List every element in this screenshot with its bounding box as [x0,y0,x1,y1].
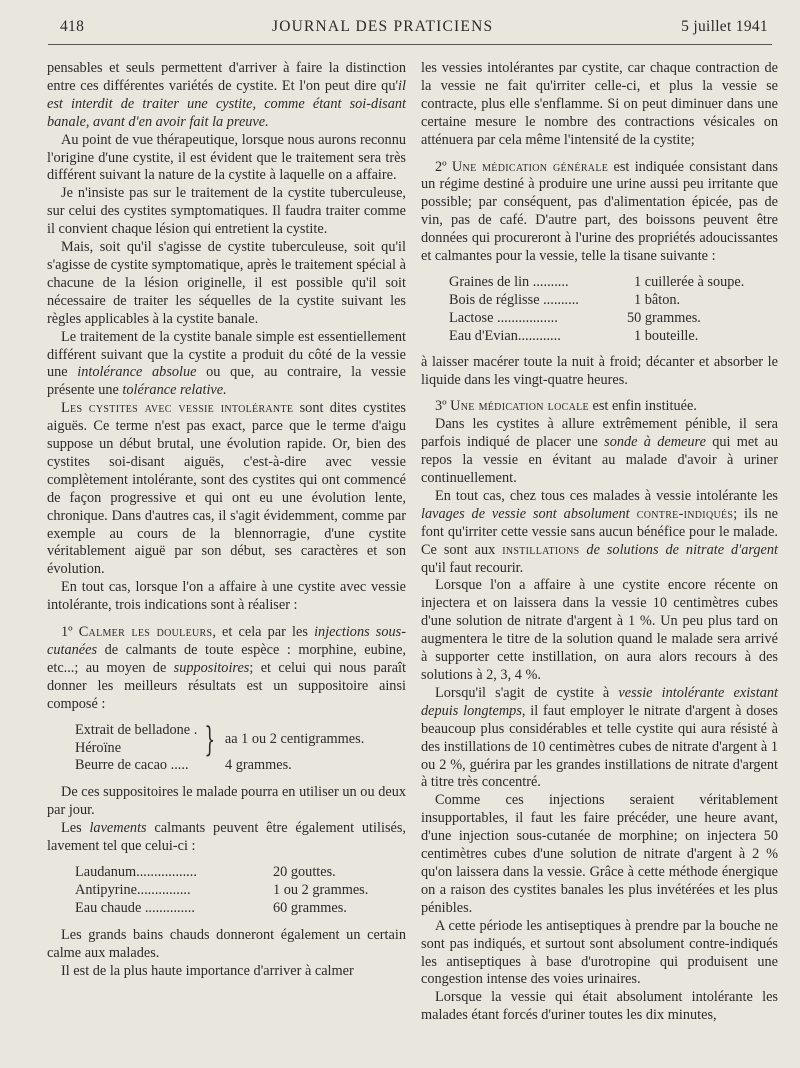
paragraph: Je n'insiste pas sur le traitement de la cystite tuberculeuse, sur celui des cystites symptomatiques. Il faudra traiter comme il convient chaque lésion qui entretient la cystite. [47,185,406,238]
running-header [60,18,768,44]
section-heading: Les cystites avec vessie intolérante [61,400,294,417]
formula-ingredient: Lactose ................. [449,309,558,326]
formula-ingredient: Eau chaude .............. [75,899,195,916]
formula-amount: 1 bouteille. [634,327,699,344]
formula-ingredient: Laudanum................. [75,863,197,880]
page-number: 418 [60,18,85,35]
paragraph: Au point de vue thérapeutique, lorsque nous aurons reconnu l'origine d'une cystite, il est évident que le traitement sera très différent suivant la nature de la cystite à laquelle on a affaire. [47,131,406,184]
enema-formula [47,864,406,918]
formula-amount: 1 cuillerée à soupe. [634,273,745,290]
suppository-formula [47,719,406,776]
section-heading: Une médication générale [451,158,609,175]
formula-ingredient: Eau d'Evian............ [449,327,561,344]
paragraph: En tout cas, chez tous ces malades à vessie intolérante les lavages de vessie sont absolument contre-indiqués; ils ne font qu'irriter cette vessie sans aucun bénéfice pour le malade. Ce sont aux instillations de solutions de nitrate d'argent qu'il faut recourir. [421,487,779,576]
tisane-formula [421,274,778,346]
paragraph: Lorsqu'il s'agit de cystite à vessie intolérante existant depuis longtemps, il faut employer le nitrate d'argent à doses beaucoup plus considérables et telle cystite qui aura résisté à des instillations de 10 centimètres cubes de nitrate d'argent à 1 ou 2 %, guérira par les grandes instillations de nitrate d'argent à titre très concentré. [421,684,778,791]
paragraph: Les grands bains chauds donneront également un certain calme aux malades. [47,926,406,961]
formula-ingredient: Beurre de cacao ..... [75,757,189,774]
paragraph: 2º Une médication générale est indiquée consistant dans un régime destiné à produire une urine aussi peu irritante que possible; par conséquent, pas d'alimentation épicée, pas de vin, pas de café. D'autre part, des boissons peuvent être données qui procureront à l'urine des propriétés adoucissantes et calmantes pour la vessie, telle la tisane suivante : [421,158,778,265]
paragraph: Dans les cystites à allure extrêmement pénible, il sera parfois indiqué de placer une sonde à demeure qui met au repos la vessie en évitant au malade d'avoir à uriner continuellement. [421,416,779,487]
paragraph: Lorsque la vessie qui était absolument intolérante les malades étant forcés d'uriner toutes les dix minutes, [421,989,778,1024]
formula-amount: 20 gouttes. [273,863,336,880]
paragraph: Il est de la plus haute importance d'arriver à calmer [61,962,354,979]
formula-ingredient: Graines de lin .......... [449,273,569,290]
paragraph: Les lavements calmants peuvent être également utilisés, lavement tel que celui-ci : [47,820,406,855]
formula-amount: 50 grammes. [627,309,701,326]
section-heading: Une médication locale [450,398,589,415]
paragraph: Le traitement de la cystite banale simple est essentiellement différent suivant que la cystite a produit du côté de la vessie une intolérance absolue ou que, au contraire, la vessie présente une tolérance relative. [47,328,406,399]
section-heading: Calmer les douleurs [78,624,213,641]
journal-title: JOURNAL DES PRATICIENS [271,18,494,35]
formula-ingredient: Extrait de belladone . [75,721,198,738]
paragraph: Lorsque l'on a affaire à une cystite encore récente on injectera et on laissera dans la vessie 10 centimètres cubes d'une solution de nitrate d'argent à 1 %. Un peu plus tard on augmentera le titre de la solution quand le malade sera arrivé à supporter cette instillation, on aura alors recours à des solutions à 2, 3, 4 %. [421,577,778,683]
formula-amount: 4 grammes. [225,757,292,774]
issue-date: 5 juillet 1941 [681,18,768,35]
paragraph: Les cystites avec vessie intolérante sont dites cystites aiguës. Ce terme n'est pas exact, parce que le terme d'aigu suppose un début brutal, une évolution rapide. Or, bien des cystites soi-disant aiguës, c'est-à-dire avec vessie complètement intolérante, sont des cystites qui ont commencé de façon progressive et qui ont eu une évolution lente, chronique. Dans d'autres cas, il s'agit évidemment, comme par exemple au cours de la blennorragie, d'une cystite véritablement aiguë par son début, ses caractères et son évolution. [47,400,406,578]
formula-ingredient: Héroïne [75,739,122,756]
paragraph: les vessies intolérantes par cystite, car chaque contraction de la vessie ne fait qu'irriter celle-ci, et plus la vessie se contracte, plus elle s'enflamme. Si on peut diminuer dans une certaine mesure le nombre des contractions vésicales on atténuera par cela même l'intensité de la cystite; [421,60,778,148]
paragraph: Comme ces injections seraient véritablement insupportables, il faut les faire précéder, une heure avant, d'une injection sous-cutanée de morphine; on injectera 50 centimètres cubes d'une solution de nitrate d'argent à 2 % qu'on laissera dans la vessie. Grâce à cette méthode énergique on a raison des cystites banales les plus invétérées et les plus pénibles. [421,792,778,916]
formula-ingredient: Antipyrine............... [75,881,191,898]
paragraph: Mais, soit qu'il s'agisse de cystite tuberculeuse, soit qu'il s'agisse de cystite symptomatique, après le traitement spécial à chacune de la lésion originelle, il est possible qu'il soit nécessaire de traiter les séquelles de la cystite suivant les règles applicables à la cystite banale. [47,239,406,327]
brace-symbol: } [204,719,216,760]
paragraph: pensables et seuls permettent d'arriver à faire la distinction entre ces différentes variétés de cystite. Et l'on peut dire qu'il est interdit de traiter une cystite, comme étant soi-disant banale, avant d'en avoir fait la preuve. [47,60,406,130]
paragraph: à laisser macérer toute la nuit à froid; décanter et absorber le liquide dans les vingt-quatre heures. [421,353,778,388]
left-column [47,60,406,980]
paragraph: 1º Calmer les douleurs, et cela par les injections sous-cutanées de calmants de toute espèce : morphine, eubine, etc...; au moyen de suppositoires; et celui qui nous paraît donner les meilleurs résultats est un suppositoire ainsi composé : [47,624,406,712]
paragraph: A cette période les antiseptiques à prendre par la bouche ne sont pas indiqués, et surtout sont absolument contre-indiqués les antiseptiques à base d'urotropine qui produisent une congestion intense des voies urinaires. [421,917,778,988]
paragraph: De ces suppositoires le malade pourra en utiliser un ou deux par jour. [47,784,406,819]
header-rule [48,44,772,45]
formula-amount: 1 bâton. [634,291,681,308]
paragraph: En tout cas, lorsque l'on a affaire à une cystite avec vessie intolérante, trois indications sont à réaliser : [47,579,406,614]
right-column [421,60,778,1025]
formula-ingredient: Bois de réglisse .......... [449,291,579,308]
paragraph: 3º Une médication locale est enfin instituée. [435,398,697,415]
formula-amount: aa 1 ou 2 centigrammes. [224,730,365,747]
formula-amount: 60 grammes. [273,899,347,916]
formula-amount: 1 ou 2 grammes. [273,881,369,898]
